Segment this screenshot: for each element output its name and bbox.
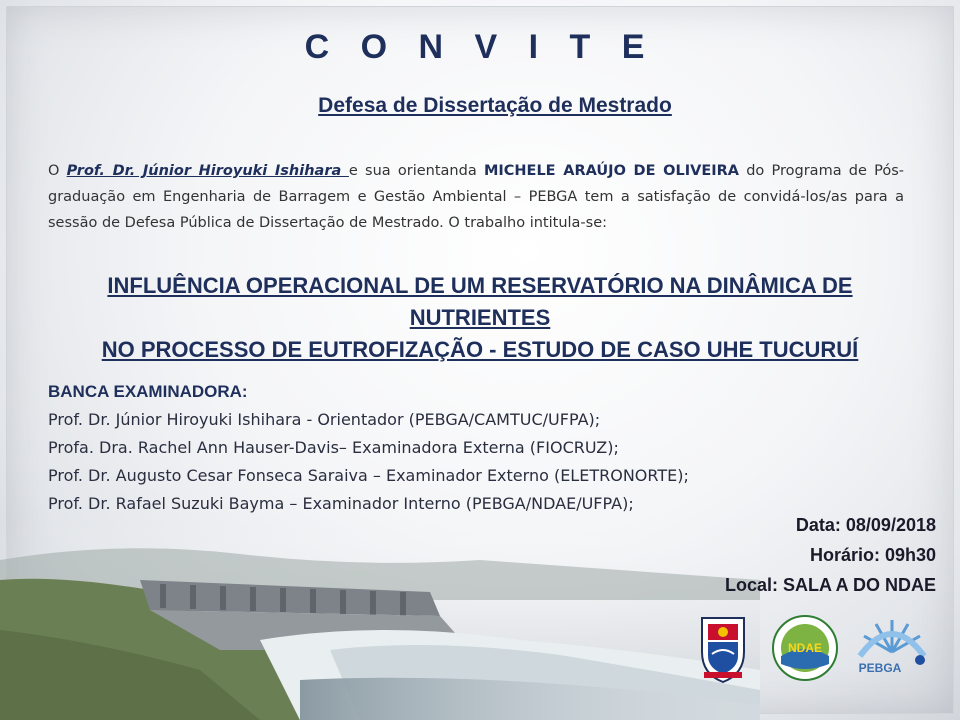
intro-paragraph: [48, 158, 904, 236]
dissertation-title: [40, 270, 920, 366]
event-time: Horário: 09h30: [809, 545, 936, 565]
event-place: Local: SALA A DO NDAE: [724, 575, 936, 595]
ndae-logo: [770, 612, 840, 684]
committee-member: Prof. Dr. Augusto Cesar Fonseca Saraiva – Examinador Externo (ELETRONORTE);: [48, 466, 689, 485]
committee-heading: BANCA EXAMINADORA:: [48, 382, 248, 401]
committee-section: [48, 382, 748, 518]
pebga-logo: [852, 612, 932, 684]
committee-member: Prof. Dr. Júnior Hiroyuki Ishihara - Orientador (PEBGA/CAMTUC/UFPA);: [48, 410, 601, 429]
committee-member: Prof. Dr. Rafael Suzuki Bayma – Examinador Interno (PEBGA/NDAE/UFPA);: [48, 494, 634, 513]
dam-scene-image: [0, 520, 760, 720]
invite-title: C O N V I T E: [304, 28, 656, 66]
pebga-logo-text: PEBGA: [858, 661, 902, 675]
dissertation-title-line-1: INFLUÊNCIA OPERACIONAL DE UM RESERVATÓRIO NA DINÂMICA DE NUTRIENTES: [107, 273, 853, 330]
event-date: Data: 08/09/2018: [795, 515, 936, 535]
student-name: MICHELE ARAÚJO DE OLIVEIRA: [483, 163, 740, 179]
invite-subtitle: Defesa de Dissertação de Mestrado: [318, 94, 672, 117]
event-details: [725, 510, 936, 600]
ufpa-logo: [694, 612, 752, 684]
advisor-name: Prof. Dr. Júnior Hiroyuki Ishihara: [66, 163, 349, 179]
intro-middle: e sua orientanda: [348, 163, 484, 179]
committee-member: Profa. Dra. Rachel Ann Hauser-Davis– Examinadora Externa (FIOCRUZ);: [48, 438, 619, 457]
ndae-logo-text: NDAE: [787, 641, 823, 655]
intro-prefix: O: [48, 163, 67, 179]
dissertation-title-line-2: NO PROCESSO DE EUTROFIZAÇÃO - ESTUDO DE CASO UHE TUCURUÍ: [101, 337, 859, 362]
intro-rest: do Programa de Pós-graduação em Engenharia de Barragem e Gestão Ambiental – PEBGA tem a satisfação de convidá-los/as para a sessão de Defesa Pública de Dissertação de Mestrado. O trabalho intitula-se:: [48, 163, 905, 231]
